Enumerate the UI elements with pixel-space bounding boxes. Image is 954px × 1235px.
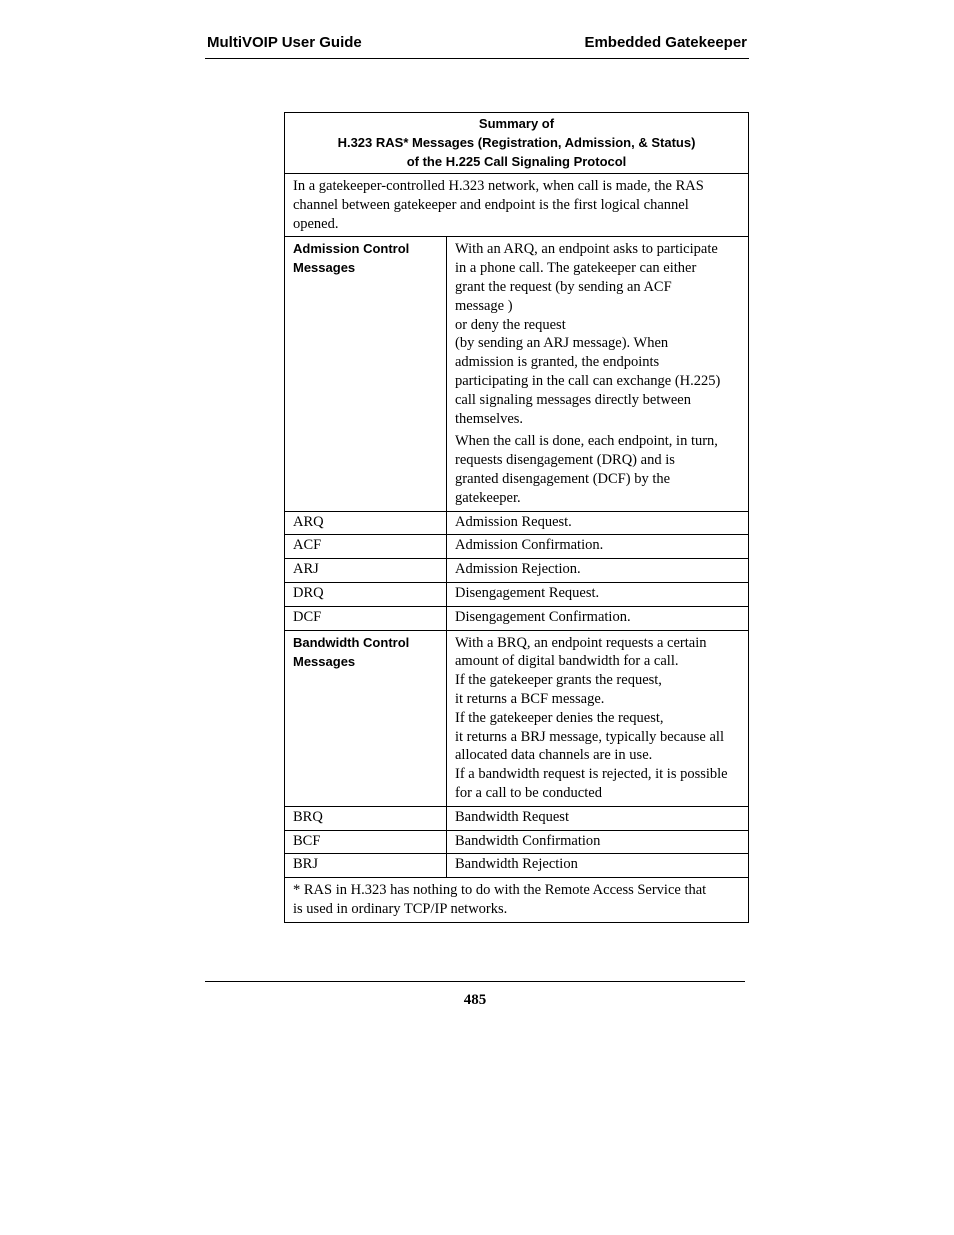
message-description: Admission Rejection.: [447, 559, 749, 583]
message-description: Bandwidth Rejection: [447, 854, 749, 878]
message-description: Admission Confirmation.: [447, 535, 749, 559]
title-line: of the H.225 Call Signaling Protocol: [406, 154, 627, 169]
table-row: [285, 854, 749, 878]
message-description: Disengagement Request.: [447, 582, 749, 606]
desc-line: it returns a BCF message.: [455, 690, 605, 707]
footnote-line: is used in ordinary TCP/IP networks.: [293, 900, 508, 917]
table-row: [285, 511, 749, 535]
heading-line: Bandwidth Control: [293, 634, 410, 650]
page-header: [207, 34, 747, 52]
bandwidth-section-row: [285, 630, 749, 806]
desc-line: for a call to be conducted: [455, 784, 602, 801]
intro-line: In a gatekeeper-controlled H.323 network, when call is made, the RAS: [293, 178, 704, 194]
header-rule: [205, 58, 749, 59]
desc-line: grant the request (by sending an ACF: [455, 278, 672, 295]
admission-section-row: [285, 237, 749, 511]
intro-line: opened.: [293, 215, 339, 232]
message-code: BRQ: [285, 806, 447, 830]
footnote-line: * RAS in H.323 has nothing to do with the Remote Access Service that: [293, 882, 707, 899]
desc-line: amount of digital bandwidth for a call.: [455, 653, 679, 670]
footer-rule: [205, 981, 745, 982]
desc-line: With a BRQ, an endpoint requests a certain: [455, 634, 707, 651]
ras-summary-table: [284, 112, 749, 923]
title-line: Summary of: [478, 116, 555, 131]
message-description: Bandwidth Confirmation: [447, 830, 749, 854]
desc-line: (by sending an ARJ message). When: [455, 335, 669, 352]
desc-line: or deny the request: [455, 316, 566, 333]
desc-line: If the gatekeeper denies the request,: [455, 709, 664, 726]
desc-line: granted disengagement (DCF) by the: [455, 470, 671, 487]
heading-line: Messages: [293, 260, 356, 276]
admission-description: [447, 237, 749, 511]
intro-text: [285, 174, 749, 237]
desc-line: allocated data channels are in use.: [455, 747, 653, 764]
table-row: [285, 606, 749, 630]
intro-row: [285, 174, 749, 237]
message-code: ACF: [285, 535, 447, 559]
table-title: [285, 113, 749, 174]
table-row: [285, 535, 749, 559]
desc-line: call signaling messages directly between: [455, 391, 691, 408]
heading-line: Admission Control: [293, 241, 410, 257]
desc-line: themselves.: [455, 410, 524, 427]
footnote: [285, 878, 749, 923]
table-row: [285, 582, 749, 606]
footnote-row: [285, 878, 749, 923]
message-code: DRQ: [285, 582, 447, 606]
message-code: DCF: [285, 606, 447, 630]
message-description: Disengagement Confirmation.: [447, 606, 749, 630]
header-doc-title: MultiVOIP User Guide: [207, 34, 362, 51]
message-description: Admission Request.: [447, 511, 749, 535]
table-row: [285, 559, 749, 583]
desc-line: participating in the call can exchange (H.225): [455, 372, 721, 389]
title-line: H.323 RAS* Messages (Registration, Admission, & Status): [337, 135, 696, 150]
table-row: [285, 806, 749, 830]
table-row: [285, 830, 749, 854]
desc-line: If the gatekeeper grants the request,: [455, 672, 662, 689]
desc-line: When the call is done, each endpoint, in turn,: [455, 433, 718, 450]
page-number: 485: [463, 992, 487, 1008]
desc-line: gatekeeper.: [455, 489, 521, 506]
message-code: ARQ: [285, 511, 447, 535]
intro-line: channel between gatekeeper and endpoint is the first logical channel: [293, 196, 689, 213]
bandwidth-heading: [285, 630, 447, 806]
message-code: ARJ: [285, 559, 447, 583]
table-title-row: [285, 113, 749, 174]
message-code: BRJ: [285, 854, 447, 878]
header-chapter-title: Embedded Gatekeeper: [584, 34, 747, 51]
message-description: Bandwidth Request: [447, 806, 749, 830]
bandwidth-description: [447, 630, 749, 806]
message-code: BCF: [285, 830, 447, 854]
desc-line: message ): [455, 297, 513, 314]
admission-heading: [285, 237, 447, 511]
desc-line: in a phone call. The gatekeeper can either: [455, 260, 697, 277]
desc-line: requests disengagement (DRQ) and is: [455, 452, 675, 469]
desc-line: it returns a BRJ message, typically because all: [455, 728, 724, 745]
desc-line: If a bandwidth request is rejected, it is possible: [455, 766, 728, 783]
heading-line: Messages: [293, 653, 356, 669]
desc-line: admission is granted, the endpoints: [455, 354, 660, 371]
desc-line: With an ARQ, an endpoint asks to participate: [455, 241, 718, 258]
